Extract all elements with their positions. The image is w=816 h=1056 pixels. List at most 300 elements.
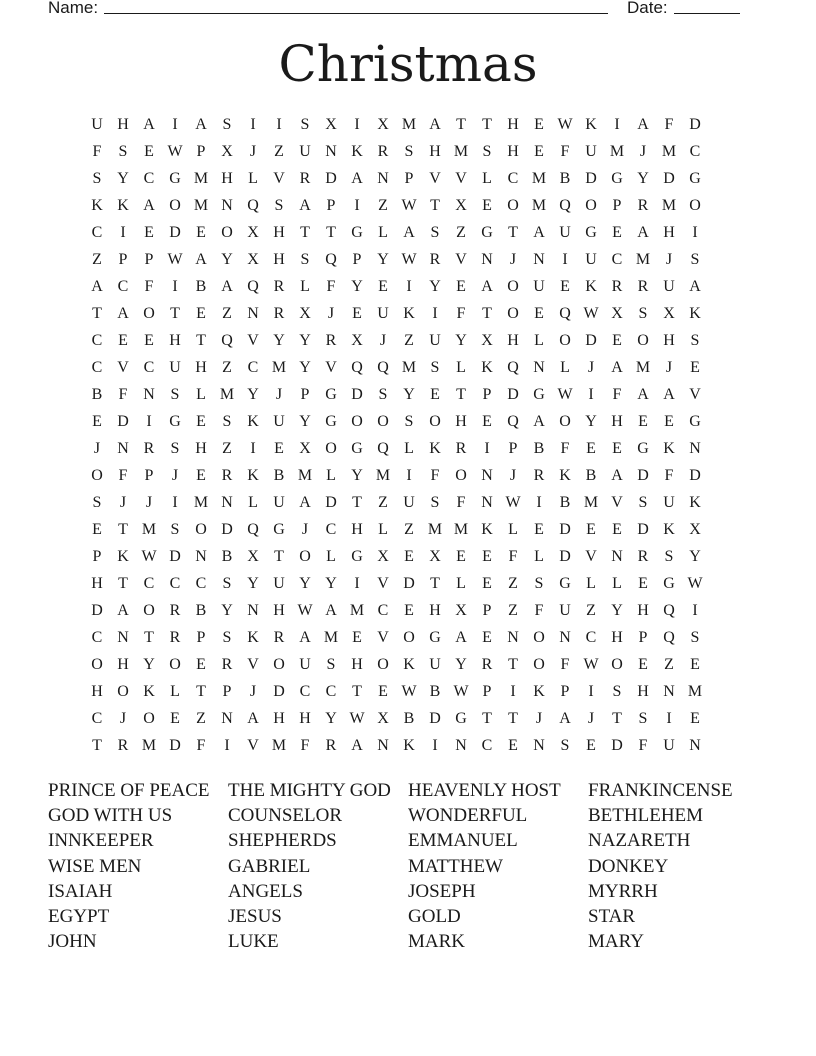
- grid-letter: A: [247, 710, 259, 727]
- grid-letter: Q: [507, 359, 519, 376]
- grid-letter: R: [325, 332, 337, 349]
- grid-letter: Y: [455, 656, 467, 673]
- grid-letter: X: [455, 602, 467, 619]
- grid-row: [84, 624, 734, 651]
- grid-letter: R: [169, 629, 181, 646]
- grid-letter: E: [508, 737, 518, 754]
- grid-letter: J: [379, 332, 387, 349]
- grid-letter: L: [456, 575, 466, 592]
- grid-letter: C: [91, 629, 103, 646]
- grid-letter: L: [248, 170, 258, 187]
- grid-letter: T: [92, 737, 102, 754]
- grid-letter: I: [692, 224, 698, 241]
- grid-letter: E: [352, 305, 362, 322]
- grid-letter: M: [271, 359, 287, 376]
- grid-row: [84, 192, 734, 219]
- grid-letter: V: [455, 251, 467, 268]
- grid-letter: J: [275, 386, 283, 403]
- grid-letter: A: [195, 116, 207, 133]
- grid-letter: Z: [586, 602, 596, 619]
- grid-letter: I: [120, 224, 126, 241]
- grid-letter: E: [196, 656, 206, 673]
- grid-letter: G: [611, 170, 623, 187]
- grid-letter: H: [429, 143, 441, 160]
- grid-letter: J: [587, 359, 595, 376]
- grid-letter: J: [171, 467, 179, 484]
- grid-letter: I: [666, 710, 672, 727]
- grid-letter: M: [401, 116, 417, 133]
- grid-letter: H: [195, 359, 207, 376]
- grid-row: [84, 219, 734, 246]
- grid-letter: H: [611, 413, 623, 430]
- grid-letter: V: [273, 170, 285, 187]
- grid-letter: X: [377, 548, 389, 565]
- grid-letter: J: [587, 710, 595, 727]
- grid-letter: D: [585, 170, 597, 187]
- grid-letter: E: [482, 575, 492, 592]
- grid-letter: Z: [404, 521, 414, 538]
- grid-letter: P: [222, 683, 232, 700]
- grid-letter: N: [481, 494, 493, 511]
- grid-letter: X: [247, 548, 259, 565]
- grid-letter: G: [169, 170, 181, 187]
- grid-letter: D: [351, 386, 363, 403]
- word-list-item: LUKE: [228, 931, 279, 953]
- grid-letter: S: [534, 575, 544, 592]
- grid-letter: A: [117, 602, 129, 619]
- grid-letter: M: [635, 359, 651, 376]
- grid-letter: O: [429, 413, 441, 430]
- grid-letter: P: [144, 467, 154, 484]
- grid-letter: F: [508, 548, 518, 565]
- grid-letter: T: [456, 386, 466, 403]
- word-list-item: GOLD: [408, 905, 461, 927]
- grid-letter: S: [92, 494, 102, 511]
- grid-letter: A: [221, 278, 233, 295]
- grid-letter: E: [534, 116, 544, 133]
- grid-letter: O: [221, 224, 233, 241]
- grid-letter: I: [172, 116, 178, 133]
- grid-letter: H: [663, 332, 675, 349]
- grid-letter: G: [689, 170, 701, 187]
- grid-letter: S: [222, 629, 232, 646]
- grid-letter: Z: [222, 359, 232, 376]
- grid-letter: D: [169, 224, 181, 241]
- grid-letter: T: [144, 629, 154, 646]
- grid-letter: O: [507, 278, 519, 295]
- grid-row: [84, 354, 734, 381]
- grid-letter: A: [429, 116, 441, 133]
- grid-letter: Q: [377, 359, 389, 376]
- grid-letter: U: [377, 305, 389, 322]
- grid-letter: M: [583, 494, 599, 511]
- grid-letter: S: [222, 575, 232, 592]
- grid-letter: I: [614, 116, 620, 133]
- grid-letter: E: [612, 440, 622, 457]
- grid-letter: L: [534, 548, 544, 565]
- grid-letter: H: [351, 521, 363, 538]
- grid-letter: F: [560, 656, 570, 673]
- grid-letter: N: [377, 737, 389, 754]
- grid-letter: U: [585, 143, 597, 160]
- word-list-item: SHEPHERDS: [228, 830, 337, 852]
- grid-letter: R: [117, 737, 129, 754]
- grid-letter: O: [169, 656, 181, 673]
- grid-letter: G: [533, 386, 545, 403]
- grid-letter: A: [195, 251, 207, 268]
- grid-letter: S: [274, 197, 284, 214]
- grid-letter: S: [560, 737, 570, 754]
- grid-letter: I: [432, 305, 438, 322]
- grid-letter: E: [612, 332, 622, 349]
- grid-letter: A: [611, 467, 623, 484]
- grid-row: [84, 543, 734, 570]
- word-list-item: HEAVENLY HOST: [408, 780, 561, 801]
- grid-letter: H: [221, 170, 233, 187]
- grid-letter: T: [196, 332, 206, 349]
- grid-letter: K: [533, 683, 545, 700]
- grid-letter: J: [301, 521, 309, 538]
- grid-letter: P: [482, 683, 492, 700]
- grid-letter: L: [586, 575, 596, 592]
- grid-letter: R: [637, 548, 649, 565]
- grid-letter: Z: [456, 224, 466, 241]
- grid-letter: T: [92, 305, 102, 322]
- grid-letter: Y: [143, 656, 155, 673]
- grid-letter: E: [404, 602, 414, 619]
- grid-letter: A: [143, 197, 155, 214]
- word-list: [48, 778, 768, 954]
- grid-letter: E: [196, 305, 206, 322]
- word-list-item: MYRRH: [588, 880, 658, 902]
- grid-letter: X: [325, 116, 337, 133]
- grid-letter: Y: [247, 386, 259, 403]
- grid-letter: M: [609, 143, 625, 160]
- grid-letter: G: [169, 413, 181, 430]
- grid-letter: U: [585, 251, 597, 268]
- grid-letter: V: [611, 494, 623, 511]
- grid-letter: K: [91, 197, 103, 214]
- grid-row: [84, 273, 734, 300]
- grid-letter: I: [354, 116, 360, 133]
- grid-letter: Y: [299, 413, 311, 430]
- grid-letter: R: [221, 656, 233, 673]
- date-label: Date:: [627, 0, 668, 17]
- grid-letter: S: [92, 170, 102, 187]
- grid-row: [84, 435, 734, 462]
- grid-letter: D: [559, 521, 571, 538]
- grid-letter: P: [638, 629, 648, 646]
- grid-letter: C: [91, 710, 103, 727]
- grid-letter: C: [91, 332, 103, 349]
- grid-letter: I: [146, 413, 152, 430]
- grid-letter: T: [300, 224, 310, 241]
- grid-letter: S: [404, 413, 414, 430]
- grid-letter: N: [611, 548, 623, 565]
- grid-letter: F: [144, 278, 154, 295]
- grid-letter: K: [689, 305, 701, 322]
- grid-letter: D: [325, 494, 337, 511]
- grid-letter: Z: [196, 710, 206, 727]
- grid-letter: O: [689, 197, 701, 214]
- grid-letter: Z: [92, 251, 102, 268]
- grid-letter: C: [143, 359, 155, 376]
- grid-letter: H: [299, 710, 311, 727]
- grid-letter: E: [144, 143, 154, 160]
- grid-letter: O: [91, 656, 103, 673]
- grid-row: [84, 327, 734, 354]
- grid-letter: J: [665, 359, 673, 376]
- grid-letter: K: [559, 467, 571, 484]
- grid-letter: M: [401, 359, 417, 376]
- grid-letter: L: [196, 386, 206, 403]
- grid-letter: A: [481, 278, 493, 295]
- grid-letter: O: [533, 629, 545, 646]
- grid-letter: M: [375, 467, 391, 484]
- grid-letter: C: [507, 170, 519, 187]
- grid-letter: S: [378, 386, 388, 403]
- grid-letter: F: [560, 143, 570, 160]
- grid-letter: L: [300, 278, 310, 295]
- grid-letter: N: [221, 710, 233, 727]
- grid-letter: C: [195, 575, 207, 592]
- grid-letter: T: [326, 224, 336, 241]
- grid-letter: X: [247, 251, 259, 268]
- grid-letter: T: [352, 494, 362, 511]
- grid-letter: E: [274, 440, 284, 457]
- grid-letter: E: [196, 224, 206, 241]
- grid-letter: P: [560, 683, 570, 700]
- grid-letter: A: [689, 278, 701, 295]
- grid-letter: G: [351, 440, 363, 457]
- grid-letter: X: [611, 305, 623, 322]
- grid-letter: E: [612, 521, 622, 538]
- grid-letter: I: [536, 494, 542, 511]
- grid-letter: N: [247, 602, 259, 619]
- grid-letter: U: [403, 494, 415, 511]
- grid-letter: J: [93, 440, 101, 457]
- grid-letter: F: [300, 737, 310, 754]
- grid-letter: F: [560, 440, 570, 457]
- grid-letter: O: [325, 440, 337, 457]
- grid-letter: K: [429, 440, 441, 457]
- word-list-item: EGYPT: [48, 905, 110, 927]
- grid-letter: Y: [299, 359, 311, 376]
- grid-letter: U: [273, 575, 285, 592]
- grid-letter: H: [91, 683, 103, 700]
- grid-letter: C: [247, 359, 259, 376]
- grid-letter: H: [637, 683, 649, 700]
- grid-letter: H: [351, 656, 363, 673]
- grid-letter: H: [195, 440, 207, 457]
- grid-letter: Z: [508, 575, 518, 592]
- grid-letter: A: [559, 710, 571, 727]
- grid-letter: V: [689, 386, 701, 403]
- word-list-item: COUNSELOR: [228, 805, 343, 827]
- grid-letter: P: [92, 548, 102, 565]
- grid-letter: X: [299, 305, 311, 322]
- grid-letter: F: [638, 737, 648, 754]
- grid-letter: P: [196, 629, 206, 646]
- grid-letter: W: [167, 251, 183, 268]
- grid-letter: U: [273, 494, 285, 511]
- word-list-item: PRINCE OF PEACE: [48, 780, 210, 801]
- grid-letter: A: [299, 197, 311, 214]
- grid-letter: B: [195, 278, 207, 295]
- grid-letter: E: [482, 197, 492, 214]
- grid-letter: S: [170, 440, 180, 457]
- grid-letter: W: [505, 494, 521, 511]
- grid-letter: P: [482, 386, 492, 403]
- grid-letter: T: [482, 116, 492, 133]
- grid-letter: I: [406, 278, 412, 295]
- grid-letter: Y: [299, 575, 311, 592]
- word-list-item: INNKEEPER: [48, 830, 154, 852]
- grid-letter: G: [325, 413, 337, 430]
- grid-letter: O: [91, 467, 103, 484]
- grid-row: [84, 570, 734, 597]
- grid-letter: K: [247, 629, 259, 646]
- grid-letter: I: [562, 251, 568, 268]
- grid-letter: Y: [117, 170, 129, 187]
- grid-letter: C: [169, 575, 181, 592]
- grid-letter: F: [612, 386, 622, 403]
- grid-letter: H: [507, 332, 519, 349]
- grid-letter: U: [273, 413, 285, 430]
- grid-letter: W: [401, 251, 417, 268]
- grid-letter: Q: [221, 332, 233, 349]
- word-list-item: GABRIEL: [228, 855, 311, 877]
- grid-letter: F: [326, 278, 336, 295]
- grid-letter: T: [430, 197, 440, 214]
- grid-letter: Y: [585, 413, 597, 430]
- grid-letter: X: [663, 305, 675, 322]
- grid-letter: R: [221, 467, 233, 484]
- grid-letter: O: [403, 629, 415, 646]
- grid-letter: E: [690, 359, 700, 376]
- grid-letter: J: [145, 494, 153, 511]
- grid-letter: K: [585, 278, 597, 295]
- grid-letter: M: [193, 170, 209, 187]
- grid-row: [84, 381, 734, 408]
- grid-letter: O: [169, 197, 181, 214]
- grid-letter: B: [559, 494, 571, 511]
- grid-letter: Y: [299, 332, 311, 349]
- grid-letter: E: [456, 548, 466, 565]
- grid-letter: P: [352, 251, 362, 268]
- grid-letter: N: [221, 197, 233, 214]
- grid-letter: E: [638, 413, 648, 430]
- grid-letter: N: [117, 440, 129, 457]
- grid-letter: N: [663, 683, 675, 700]
- grid-letter: J: [249, 143, 257, 160]
- grid-letter: L: [404, 440, 414, 457]
- grid-letter: W: [687, 575, 703, 592]
- word-list-item: THE MIGHTY GOD: [228, 780, 391, 801]
- grid-letter: A: [637, 224, 649, 241]
- grid-letter: R: [637, 278, 649, 295]
- grid-letter: L: [170, 683, 180, 700]
- grid-letter: K: [663, 521, 675, 538]
- grid-letter: V: [585, 548, 597, 565]
- grid-letter: C: [299, 683, 311, 700]
- grid-letter: U: [299, 656, 311, 673]
- grid-letter: C: [585, 629, 597, 646]
- grid-letter: A: [637, 116, 649, 133]
- grid-letter: J: [509, 467, 517, 484]
- grid-letter: W: [349, 710, 365, 727]
- grid-letter: S: [300, 251, 310, 268]
- grid-letter: X: [247, 224, 259, 241]
- grid-letter: J: [509, 251, 517, 268]
- grid-letter: I: [224, 737, 230, 754]
- grid-letter: I: [484, 440, 490, 457]
- grid-letter: T: [612, 710, 622, 727]
- grid-letter: D: [169, 737, 181, 754]
- grid-row: [84, 651, 734, 678]
- grid-letter: E: [196, 413, 206, 430]
- grid-letter: E: [456, 278, 466, 295]
- grid-letter: N: [221, 494, 233, 511]
- grid-letter: R: [481, 656, 493, 673]
- grid-letter: L: [326, 548, 336, 565]
- grid-letter: H: [507, 116, 519, 133]
- grid-letter: A: [533, 413, 545, 430]
- grid-letter: S: [430, 224, 440, 241]
- grid-letter: W: [401, 197, 417, 214]
- grid-letter: D: [559, 548, 571, 565]
- grid-letter: E: [482, 548, 492, 565]
- grid-letter: Z: [378, 197, 388, 214]
- grid-letter: M: [297, 467, 313, 484]
- grid-letter: M: [271, 737, 287, 754]
- word-list-item: MATTHEW: [408, 855, 503, 877]
- grid-letter: I: [250, 116, 256, 133]
- grid-letter: A: [403, 224, 415, 241]
- grid-row: [84, 678, 734, 705]
- grid-letter: S: [430, 359, 440, 376]
- word-list-item: BETHLEHEM: [588, 805, 704, 827]
- grid-row: [84, 408, 734, 435]
- grid-letter: F: [456, 494, 466, 511]
- grid-letter: O: [611, 656, 623, 673]
- header: [0, 0, 816, 19]
- grid-letter: C: [325, 683, 337, 700]
- grid-letter: R: [143, 440, 155, 457]
- grid-letter: S: [430, 494, 440, 511]
- grid-letter: G: [455, 710, 467, 727]
- grid-letter: X: [351, 332, 363, 349]
- grid-letter: G: [689, 413, 701, 430]
- grid-letter: N: [533, 359, 545, 376]
- grid-letter: G: [559, 575, 571, 592]
- grid-letter: Y: [455, 332, 467, 349]
- grid-letter: H: [637, 602, 649, 619]
- grid-letter: N: [507, 629, 519, 646]
- grid-letter: A: [455, 629, 467, 646]
- grid-letter: F: [430, 467, 440, 484]
- grid-letter: M: [687, 683, 703, 700]
- grid-letter: P: [482, 602, 492, 619]
- grid-letter: G: [585, 224, 597, 241]
- grid-letter: C: [689, 143, 701, 160]
- grid-letter: E: [482, 629, 492, 646]
- grid-letter: O: [637, 332, 649, 349]
- grid-letter: K: [663, 440, 675, 457]
- grid-letter: O: [273, 656, 285, 673]
- grid-letter: N: [559, 629, 571, 646]
- grid-letter: I: [692, 602, 698, 619]
